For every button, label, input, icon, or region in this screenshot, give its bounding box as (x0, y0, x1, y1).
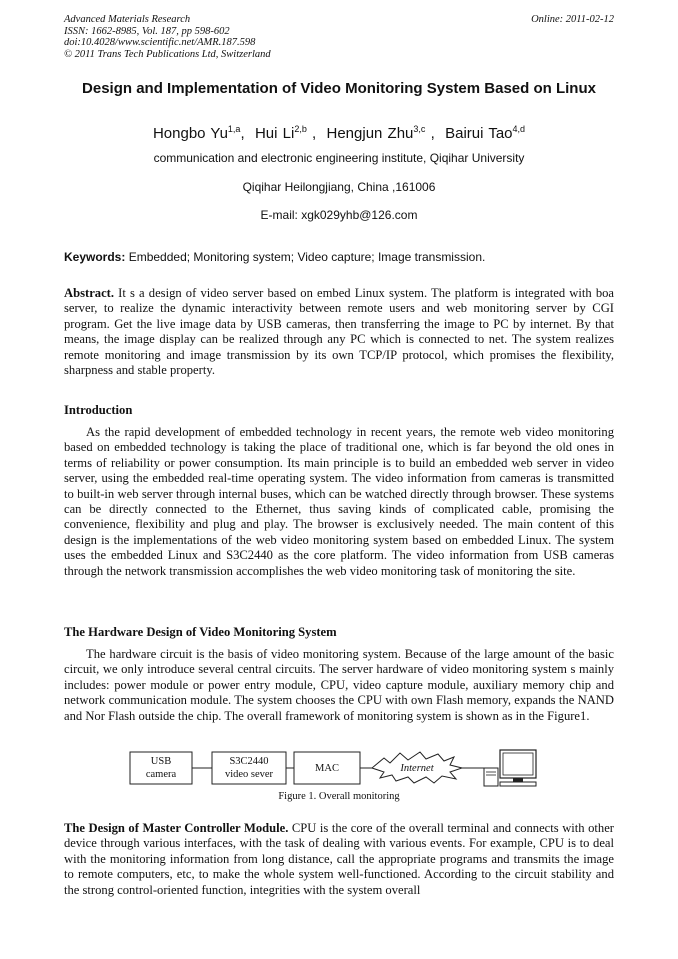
online-date: Online: 2011-02-12 (531, 14, 614, 25)
copyright-line: © 2011 Trans Tech Publications Ltd, Switzerland (64, 48, 271, 60)
journal-name: Advanced Materials Research (64, 14, 191, 25)
author-list: Hongbo Yu$^{1,a}$, Hui Li$^{2,b}$ , Hengjun Zhu$^{3,c}$ , Bairui Tao$^{4,d}$ (152, 124, 526, 142)
abstract (64, 286, 614, 378)
introduction-paragraph: As the rapid development of embedded technology in recent years, the remote web video monitoring based on embedded technology is taking the place of traditional one, which is far beyond the old ones in terms of reliability or power consumption. Its main principle is to build an embedded web server in video server, using the embedded real-time operating system. The video information from cameras is transmitted to built-in web server through internal buses, which can be watched directly through browser. These systems can be directly connected to the Ethernet, thus saving kinds of complicated cable, promising the convenience, flexibility and plug and play. The browser is exclusively needed. The main content of this design is the implementations of the web video monitoring system based on embedded Linux. The system uses the embedded Linux and S3C2440 as the core platform. The video information from USB cameras through the network transmission accomplishes the web video monitoring task of monitoring the site. (64, 425, 614, 578)
pc-icon (484, 750, 536, 786)
master-controller-label: The Design of Master Controller Module. (64, 821, 289, 835)
master-controller-text: CPU is the core of the overall terminal and connects with other device through various interfaces, with the task of dealing with various events. For example, CPU is to deal with the monitoring information from long distance, call the appropriate programs and transmits the image to remote computers, etc, to make the whole system well-functioned. According to the circuit stability and the strong control-oriented function, integrities with the system overall (64, 821, 614, 897)
author-affil-mark: 1,a (227, 124, 241, 134)
section-heading-hardware: The Hardware Design of Video Monitoring System (64, 625, 337, 639)
author-name: Hongbo Yu (152, 125, 228, 142)
address: Qiqihar Heilongjiang, China ,161006 (242, 180, 436, 194)
author-name: Hengjun Zhu (326, 125, 414, 142)
affiliation: communication and electronic engineering institute, Qiqihar University (153, 151, 525, 165)
master-controller-paragraph (64, 821, 614, 898)
abstract-text: It s a design of video server based on embed Linux system. The platform is integrated with boa server, to realize the dynamic interactivity between remote users and web monitoring server by CGI program. Get the live image data by USB cameras, then transferring the image to PC by internet. By that means, the image display can be realized through any PC which is connected to net. The system realizes remote monitoring and image transmission by its own TCP/IP protocol, which promises the flexibility, sharpness and stable property. (64, 286, 614, 378)
author-affil-mark: 2,b (294, 124, 307, 134)
issn-line: ISSN: 1662-8985, Vol. 187, pp 598-602 (64, 25, 230, 37)
keywords-text: Embedded; Monitoring system; Video capture; Image transmission. (128, 250, 486, 264)
overall-monitoring-figure (128, 748, 548, 788)
keywords (64, 250, 485, 264)
internet-label: Internet (400, 763, 434, 774)
author-affil-mark: 3,c (413, 124, 426, 134)
abstract-label: Abstract. (64, 286, 115, 300)
paper-title: Design and Implementation of Video Monitoring System Based on Linux (82, 80, 596, 97)
email: E-mail: xgk029yhb@126.com (260, 208, 418, 222)
author-name: Bairui Tao (445, 125, 513, 142)
doi-line: doi:10.4028/www.scientific.net/AMR.187.598 (64, 37, 256, 49)
figure-caption: Figure 1. Overall monitoring (278, 791, 400, 802)
journal-header (64, 14, 271, 60)
author-name: Hui Li (254, 125, 295, 142)
video-server-label-2: video sever (224, 769, 274, 780)
keywords-label: Keywords: (64, 250, 126, 264)
usb-camera-label-2: camera (145, 769, 177, 780)
section-heading-introduction: Introduction (64, 403, 133, 417)
usb-camera-label-1: USB (150, 756, 172, 767)
author-affil-mark: 4,d (512, 124, 526, 134)
mac-label: MAC (315, 763, 339, 774)
hardware-paragraph: The hardware circuit is the basis of video monitoring system. Because of the large amount of the basic circuit, we only introduce several central circuits. The server hardware of video monitoring system s mainly includes: power module or power entry module, CPU, video capture module, auxiliary memory chip and network communication module. The system chooses the CPU with own Flash memory, expands the NAND and Nor Flash outside the chip. The overall framework of monitoring system is shown as in the Figure1. (64, 647, 614, 723)
video-server-label-1: S3C2440 (229, 756, 269, 767)
